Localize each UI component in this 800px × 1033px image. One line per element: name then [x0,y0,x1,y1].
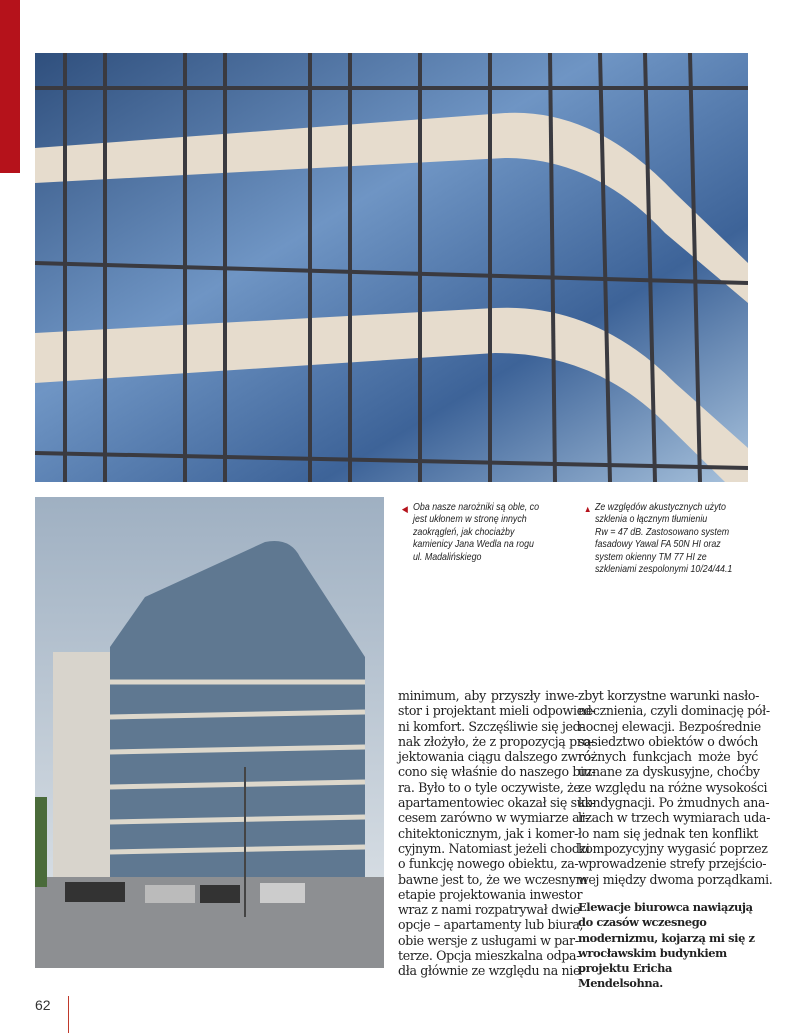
caption-corners: ◀ Oba nasze narożniki są oble, co jest ukłonem w stronę innych zaokrągleń, jak chociażby kamienicy Jana Wedla na rogu ul. Madalińskiego [401,502,540,563]
text-line: stor i projektant mieli odpowied- [398,703,596,719]
body-column-1 [398,688,596,979]
text-line: ni komfort. Szczęśliwie się jed- [398,718,585,734]
text-line: dła głównie ze względu na nie- [398,963,584,979]
text-line: zbyt korzystne warunki nasło- [578,688,759,703]
text-line: nak złożyło, że z propozycją pro- [398,733,594,749]
pull-quote: Elewacje biurowca nawiązują do czasów wczesnego modernizmu, kojarzą mi się z wrocławskim budynkiem projektu Ericha Mendelsohna. [578,900,755,991]
red-accent-bar [0,0,20,173]
arrow-up-icon: ▲ [583,504,592,514]
text-line: wej między dwoma porządkami. [578,871,773,887]
text-line: cesem zarówno w wymiarze ar- [398,810,589,826]
photo-building-exterior [35,497,384,968]
arrow-left-icon: ◀ [401,504,408,514]
text-line: ra. Było to o tyle oczywiste, że [398,779,581,795]
text-line: opcje – apartamenty lub biura, [398,917,584,933]
text-line: chitektonicznym, jak i komer- [398,825,578,841]
text-line: ze względu na różne wysokości [578,779,768,795]
text-line: wraz z nami rozpatrywał dwie [398,902,581,918]
text-line: kondygnacji. Po żmudnych ana- [578,795,770,811]
text-line: różnych funkcjach może być [578,749,758,765]
text-line: jektowania ciągu dalszego zwró- [398,749,595,765]
text-line: terze. Opcja mieszkalna odpa- [398,948,581,964]
text-line: ło nam się jednak ten konflikt [578,825,758,841]
text-line: etapie projektowania inwestor [398,886,583,902]
text-line: necznienia, czyli dominację pół- [578,703,770,719]
page-number: 62 [35,997,51,1013]
text-line: nocnej elewacji. Bezpośrednie [578,718,761,734]
text-line: uznane za dyskusyjne, choćby [578,764,760,780]
text-line: cono się właśnie do naszego biu- [398,764,596,780]
photo-facade-closeup [35,53,748,482]
page-number-divider [68,996,69,1033]
text-line: obie wersje z usługami w par- [398,932,579,948]
body-column-2 [578,688,773,887]
text-line: sąsiedztwo obiektów o dwóch [578,733,758,749]
text-line: cyjnym. Natomiast jeżeli chodzi [398,840,590,856]
caption-acoustics: ▲ Ze względów akustycznych użyto szklenia o łącznym tłumieniu Rw = 47 dB. Zastosowano system fasadowy Yawal FA 50N HI oraz system okienny TM 77 HI ze szkleniami zespolonymi 10/24/44.1 [583,502,733,576]
text-line: lizach w trzech wymiarach uda- [578,810,770,826]
text-line: kompozycyjny wygasić poprzez [578,840,768,856]
text-line: bawne jest to, że we wczesnym [398,871,588,887]
text-line: minimum, aby przyszły inwe- [398,688,578,703]
text-line: o funkcję nowego obiektu, za- [398,856,579,872]
text-line: wprowadzenie strefy przejścio- [578,856,767,872]
text-line: apartamentowiec okazał się suk- [398,795,596,811]
